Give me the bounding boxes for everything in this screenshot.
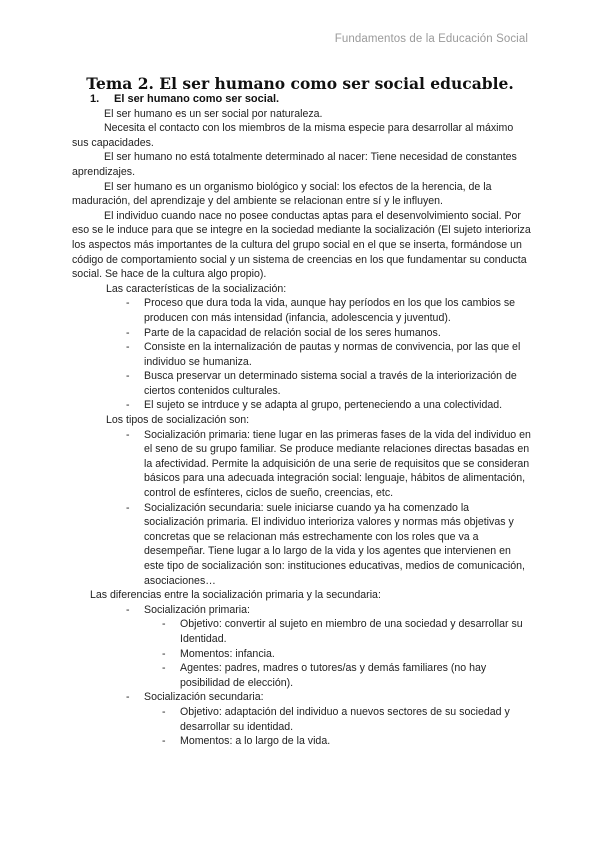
characteristics-lead: Las características de la socialización: [106, 282, 287, 295]
paragraph: El ser humano no está totalmente determinado al nacer: Tiene necesidad de constantes aprendizajes. [72, 151, 517, 178]
section-heading [72, 92, 532, 107]
differences-list [72, 603, 532, 749]
section-title: El ser humano como ser social. [114, 93, 280, 105]
paragraph: El ser humano es un organismo biológico y social: los efectos de la herencia, de la maduración, del aprendizaje y del ambiente se relacionan entre sí y le influyen. [72, 180, 492, 208]
list-item: - El sujeto se intrduce y se adapta al grupo, perteneciendo a una colectividad. [144, 398, 532, 413]
list-item: - Proceso que dura toda la vida, aunque hay períodos en los que los cambios se producen con más intensidad (infancia, adolescencia y juventud). [144, 296, 532, 325]
sub-list [144, 705, 532, 749]
list-item: - Socialización secundaria: suele iniciarse cuando ya ha comenzado la socialización primaria. El individuo interioriza valores y normas más objetivas y concretas que se relacionan más estrechamente con los roles que va a desempeñar. Tiene lugar a lo largo de la vida y los agentes que intervienen en este tipo de socialización son: instituciones educativas, medios de comunicación, asociaciones… [144, 501, 532, 589]
document-body [72, 92, 532, 749]
characteristics-list [72, 296, 532, 413]
list-item: - Momentos: infancia. [180, 647, 532, 662]
difference-group [144, 690, 532, 748]
document-header: Fundamentos de la Educación Social [334, 33, 528, 45]
sub-list [144, 617, 532, 690]
paragraph: Necesita el contacto con los miembros de la misma especie para desarrollar al máximo sus capacidades. [72, 122, 514, 149]
list-item: - Objetivo: convertir al sujeto en miembro de una sociedad y desarrollar su Identidad. [180, 617, 532, 646]
types-list [72, 428, 532, 589]
list-item: - Consiste en la internalización de pautas y normas de convivencia, por las que el individuo se humaniza. [144, 340, 532, 369]
paragraph: El ser humano es un ser social por naturaleza. [104, 107, 323, 120]
types-lead: Los tipos de socialización son: [106, 414, 250, 427]
section-number: 1. [90, 93, 100, 105]
group-label: Socialización primaria: [144, 603, 250, 616]
paragraph: El individuo cuando nace no posee conductas aptas para el desenvolvimiento social. Por eso se le induce para que se integre en la sociedad mediante la socialización (El sujeto interioriza los aspectos más importantes de la cultura del grupo social en el que se inserta, formándose un código de comportamiento social y un sistema de creencias en los que fundamentar su conducta social. Se hace de la cultura algo propio). [72, 209, 531, 281]
differences-lead: Las diferencias entre la socialización primaria y la secundaria: [90, 589, 381, 602]
list-item: - Agentes: padres, madres o tutores/as y demás familiares (no hay posibilidad de elección). [180, 661, 532, 690]
page-title: Tema 2. El ser humano como ser social educable. [86, 74, 514, 93]
group-label: Socialización secundaria: [144, 691, 264, 704]
list-item: - Objetivo: adaptación del individuo a nuevos sectores de su sociedad y desarrollar su identidad. [180, 705, 532, 734]
list-item: - Busca preservar un determinado sistema social a través de la interiorización de ciertos contenidos culturales. [144, 369, 532, 398]
list-item: - Socialización primaria: tiene lugar en las primeras fases de la vida del individuo en el seno de su grupo familiar. Se produce mediante relaciones directas basadas en la afectividad. Permite la adquisición de una serie de requisitos que se consideran básicos para una adecuada integración social: lenguaje, hábitos de alimentación, control de esfínteres, ciclos de sueño, creencias, etc. [144, 428, 532, 501]
difference-group [144, 603, 532, 691]
list-item: - Momentos: a lo largo de la vida. [180, 734, 532, 749]
list-item: - Parte de la capacidad de relación social de los seres humanos. [144, 326, 532, 341]
